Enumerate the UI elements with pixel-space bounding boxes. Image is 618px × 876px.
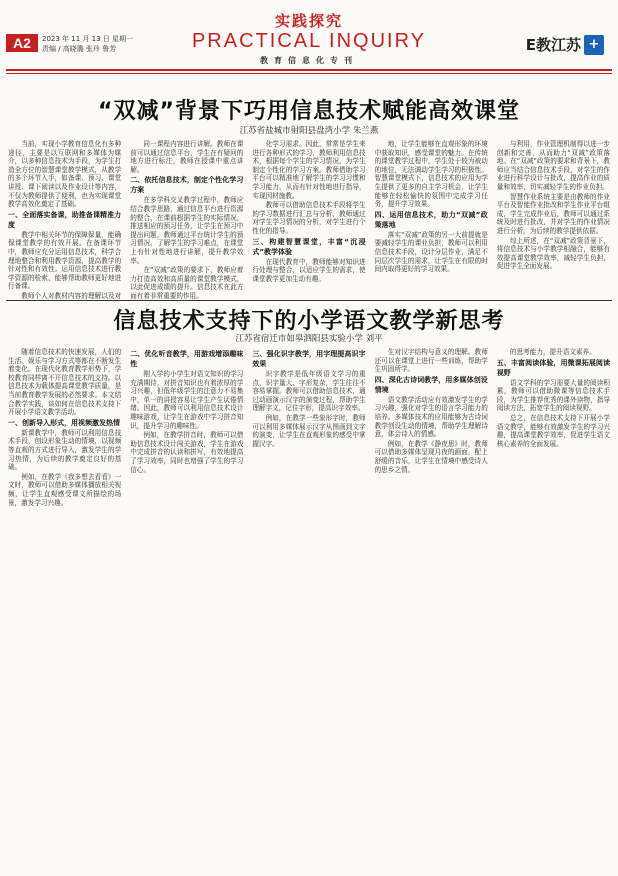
page-header bbox=[0, 0, 618, 78]
paragraph: 刚入学的小学生对语文知识的学习充满期待，对拼音知识也有着浓厚的学习兴趣，但低年级学生的注意力不易集中，单一的讲授容易让学生产生厌倦情绪。因此，教师可以利用信息技术设计趣味游戏，让学生在游戏中学习拼音知识，提升学习的趣味性。 bbox=[130, 370, 244, 430]
paragraph: 的思考能力，提升语文素养。 bbox=[509, 348, 596, 356]
header-rule-thin bbox=[6, 73, 612, 74]
paragraph: 教师可以借助信息技术手段将学生的学习数据进行汇总与分析，教师通过对学生学习情况的分析，对学生进行个性化的指导。 bbox=[252, 201, 366, 235]
article-1 bbox=[0, 82, 618, 300]
section-subtitle: 教育信息化专刊 bbox=[260, 56, 358, 65]
text-column bbox=[252, 348, 365, 876]
section-heading: 二、优化听音教学，用游戏增添趣味性 bbox=[130, 350, 244, 368]
section-heading: 五、丰富阅读体验，用微课拓展阅读视野 bbox=[496, 358, 610, 377]
section-heading: 三、构建智慧课堂，丰富“沉浸式”教学体验 bbox=[252, 237, 366, 256]
article-2 bbox=[0, 309, 618, 868]
paragraph: 智慧作业系统主要是由教师的作业平台及智能作业批改和学生作业平台组成，学生完成作业后，教师可以通过系统及时进行批改，并对学生的作业情况进行分析，为后续的教学提供依据。 bbox=[496, 192, 610, 235]
paragraph: 化学习需求。因此，常常是学生来进行各种形式的学习，教师利用信息技术，根据每个学生的学习情况，为学生制定个性化的学习方案。教师借助学习平台可以精准地了解学生的学习习惯和学习能力，从而有针对性地进行指导，实现因材施教。 bbox=[252, 140, 366, 200]
paragraph: 在“双减”政策的要求下，教师应着力打造高效和高质量的课堂教学模式，以此促进成绩的提升。信息技术在此方面有着非常重要的作用。 bbox=[130, 266, 244, 300]
article-1-title: “双减”背景下巧用信息技术赋能高效课堂 bbox=[98, 99, 520, 124]
article-2-title: 信息技术支持下的小学语文教学新思考 bbox=[113, 309, 505, 334]
article-1-byline: 江苏省盐城市射阳县盘湾小学 朱兰燕 bbox=[239, 126, 379, 136]
logo-plus-icon: + bbox=[584, 35, 604, 55]
text-column bbox=[8, 140, 121, 300]
paragraph: 与利用，作业管理机制得以进一步创新和完善，从而助力“双减”政策落地。在“双减”政策的要求和背景下，教师应当结合信息技术手段，对学生的作业进行科学设计与批改，提高作业的质量和效率，切实减轻学生的作业负担。 bbox=[496, 140, 610, 191]
text-column bbox=[375, 140, 488, 300]
paragraph: 生对汉字结构与意义的理解。教师还可以在课堂上进行一些训练，帮助学生巩固所学。 bbox=[374, 348, 488, 374]
paragraph: 教师个人对教材内容的理解以及对 bbox=[21, 291, 122, 300]
section-heading: 一、全面落实备课，助推备课精准力度 bbox=[8, 210, 122, 229]
paragraph: 例如，在教学《我多想去看看》一文时，教师可以借助多媒体播放相关视频，让学生直观感受课文所描绘的场景，激发学习兴趣。 bbox=[8, 472, 122, 507]
paragraph: 同一课程内容进行讲解。教师在课前可以通过信息平台，学生在有疑问的地方进行标注，教师在授课中重点讲解。 bbox=[130, 140, 244, 174]
text-column bbox=[8, 348, 121, 876]
section-heading: 一、创新导入形式，用视频激发热情 bbox=[8, 418, 120, 427]
article-1-body bbox=[8, 140, 610, 300]
logo-text: E教江苏 bbox=[525, 36, 581, 54]
text-column bbox=[252, 140, 365, 300]
text-column bbox=[497, 140, 610, 300]
section-heading: 四、深化古诗词教学，用多媒体创设情境 bbox=[374, 375, 488, 394]
issue-date: 2023 年 11 月 13 日 星期一 bbox=[42, 35, 133, 43]
article-divider bbox=[6, 300, 612, 301]
paragraph: 语文教学活动应有效激发学生的学习兴趣，强化对学生的语言学习能力的培养。多媒体技术的应用能够为古诗词教学创设生动的情境，帮助学生理解诗意，体会诗人的情感。 bbox=[374, 395, 488, 439]
section-heading: 三、强化识字教学，用字理提高识字效果 bbox=[252, 350, 366, 368]
issue-editors: 责编 / 高晓璐 张玲 鲁芳 bbox=[42, 45, 117, 53]
paragraph: 语文学科的学习需要大量的阅读积累，教师可以借助微课等信息技术手段，为学生推荐优秀的课外读物，指导阅读方法，拓宽学生的阅读视野。 bbox=[496, 378, 610, 413]
section-title: 实践探究 bbox=[274, 12, 343, 30]
article-2-byline: 江苏省宿迁市如皋泗阳县实验小学 刘平 bbox=[235, 334, 383, 344]
paragraph: 落实“双减”政策的另一大前提就是要减轻学生的课业负担，教师可以利用信息技术手段，设计分层作业，满足不同层次学生的需求，让学生在有限的时间内取得更好的学习效果。 bbox=[374, 230, 488, 274]
paragraph: 教学中相关环节的保障保量，能确保课堂教学的有效开展。在备课环节中，教师应充分运用信息技术，科学合理地整合和利用教学资源，提高教学的针对性和有效性。运用信息技术进行教学资源的检索，能够帮助教师更好地进行备课。 bbox=[8, 230, 122, 291]
text-column bbox=[497, 348, 610, 876]
paragraph: 随着信息技术的快速发展，人们的生活、娱乐与学习方式等都在不断发生着变化。在现代化教育教学形势下，学校教育同样离不开信息技术的支持。以信息技术为载体提高课堂教学质量，是当前教育教学发展的必然要求。本文结合教学实践，谈如何在信息技术支持下开展小学语文教学活动。 bbox=[8, 348, 122, 417]
paragraph: 地，让学生能够在直观形象的环境中获取知识，感受课堂的魅力。在传统的课堂教学过程中，学生处于较为被动的地位，无法调动学生学习的积极性。智慧课堂模式下，信息技术的应用为学生提供了更多的自主学习机会，让学生能够在轻松愉快的氛围中完成学习任务，提升学习效果。 bbox=[374, 140, 488, 209]
text-column bbox=[375, 348, 488, 876]
paragraph: 当前，实现小学教育信息化有多种途径，主要是以互联网和多媒体为媒介，以多种信息技术为手段，为学生打造全方位的智慧课堂教学模式，从教学的多个环节入手，如备课、预习、课堂讲授、课下阅读以及作业设计等内容，不仅为教师提供了便利，也为实现课堂教学高效化奠定了基础。 bbox=[8, 140, 122, 209]
page-number: A2 bbox=[6, 34, 38, 52]
publication-logo bbox=[526, 34, 604, 55]
paragraph: 识字教学是低年级语文学习的重点，识字量大、字形复杂，学生往往不容易掌握。教师可以借助信息技术，通过动画演示汉字的演变过程，帮助学生理解字义，记住字形，提高识字效率。 bbox=[252, 370, 366, 413]
paragraph: 例如，在教学一些象形字时，教师可以利用多媒体展示汉字从图画到文字的演变，让学生在直观形象的感受中掌握汉字。 bbox=[252, 413, 366, 448]
paragraph: 例如，在教学拼音时，教师可以借助信息技术设计闯关游戏，学生在游戏中完成拼音的认读和拼写，有效地提高了学习效率，同时也增强了学生的学习信心。 bbox=[130, 431, 244, 474]
article-2-body bbox=[8, 348, 610, 876]
section-heading: 四、运用信息技术，助力“双减”政策落地 bbox=[374, 210, 488, 229]
paragraph: 在现代教育中，教师能够对知识进行处理与整合，以适应学生的需求，使课堂教学更加生动有趣。 bbox=[252, 257, 366, 283]
section-title-english: PRACTICAL INQUIRY bbox=[191, 30, 427, 52]
paragraph: 总之，在信息技术支持下开展小学语文教学，能够有效激发学生的学习兴趣，提高课堂教学效率，促进学生语文核心素养的全面发展。 bbox=[496, 413, 610, 448]
paragraph: 综上所述，在“双减”政策背景下，将信息技术与小学教学相融合，能够有效提高课堂教学效率，减轻学生负担，促进学生全面发展。 bbox=[496, 236, 610, 271]
paragraph: 新课教学中，教师可以利用信息技术手段，创设形象生动的情境，以视频等直观的方式进行导入，激发学生的学习热情，为后续的教学奠定良好的基础。 bbox=[8, 428, 122, 472]
text-column bbox=[130, 140, 243, 300]
section-heading: 二、依托信息技术，制定个性化学习方案 bbox=[130, 176, 244, 195]
text-column bbox=[130, 348, 243, 876]
paragraph: 在多学科交叉教学过程中，教师应结合教学思路，通过信息平台进行资源的整合，在课前根据学生的实际情况，推送相应的预习任务，让学生在预习中提出问题，教师通过平台统计学生的预习情况，了解学生的学习难点，在课堂上有针对性地进行讲解，提升教学效率。 bbox=[130, 196, 244, 265]
paragraph: 例如，在教学《静夜思》时，教师可以借助多媒体呈现月夜的画面，配上舒缓的音乐，让学生在情境中感受诗人的思乡之情。 bbox=[374, 439, 488, 474]
header-rule bbox=[6, 69, 612, 71]
